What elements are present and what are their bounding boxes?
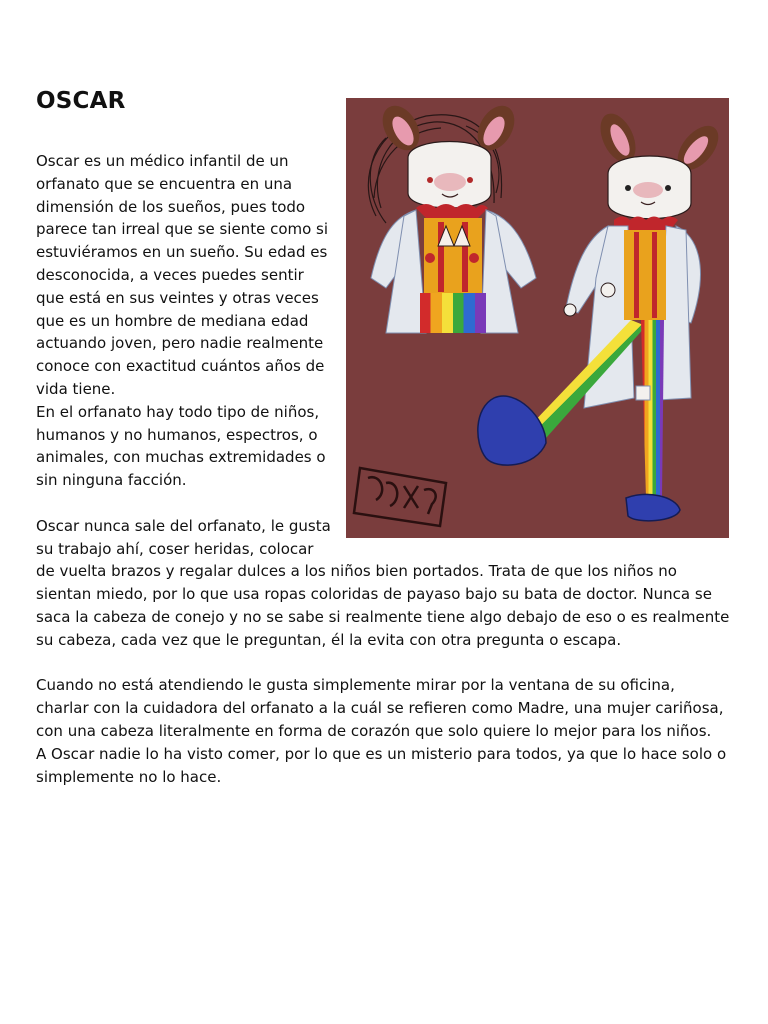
page-title: OSCAR [36, 88, 126, 114]
oscar-rabbit-drawing [346, 98, 729, 538]
paragraph-3-sentence-2: A Oscar nadie lo ha visto comer, por lo que es un misterio para todos, ya que lo hace solo o simplemente no lo hace. [36, 744, 727, 786]
paragraph-3-sentence-1: Cuando no está atendiendo le gusta simplemente mirar por la ventana de su oficina, charlar con la cuidadora del orfanato a la cuál se refieren como Madre, una mujer cariñosa, con una cabeza literalmente en forma de corazón que solo quiere lo mejor para los niños. [36, 676, 724, 740]
paragraph-2-text: Oscar nunca sale del orfanato, le gusta su trabajo ahí, coser heridas, colocar de vuelta brazos y regalar dulces a los niños bien portados. Trata de que los niños no sientan miedo, por lo que usa ropas coloridas de payaso bajo su bata de doctor. Nunca se saca la cabeza de conejo y no se sabe si realmente tiene algo debajo de eso o es realmente su cabeza, cada vez que le preguntan, él la evita con otra pregunta o escapa. [36, 516, 730, 649]
character-illustration [346, 98, 729, 538]
paragraph-1-sentence-2: En el orfanato hay todo tipo de niños, humanos y no humanos, espectros, o animales, con muchas extremidades o sin ninguna facción. [36, 402, 326, 490]
paragraph-3 [36, 674, 732, 788]
paragraph-1-sentence-1: Oscar es un médico infantil de un orfanato que se encuentra en una dimensión de los sueños, pues todo parece tan irreal que se siente como si estuviéramos en un sueño. Su edad es desconocida, a veces puedes sentir que está en sus veintes y otras veces que es un hombre de mediana edad actuando joven, pero nadie realmente conoce con exactitud cuántos años de vida tiene. [36, 152, 329, 398]
